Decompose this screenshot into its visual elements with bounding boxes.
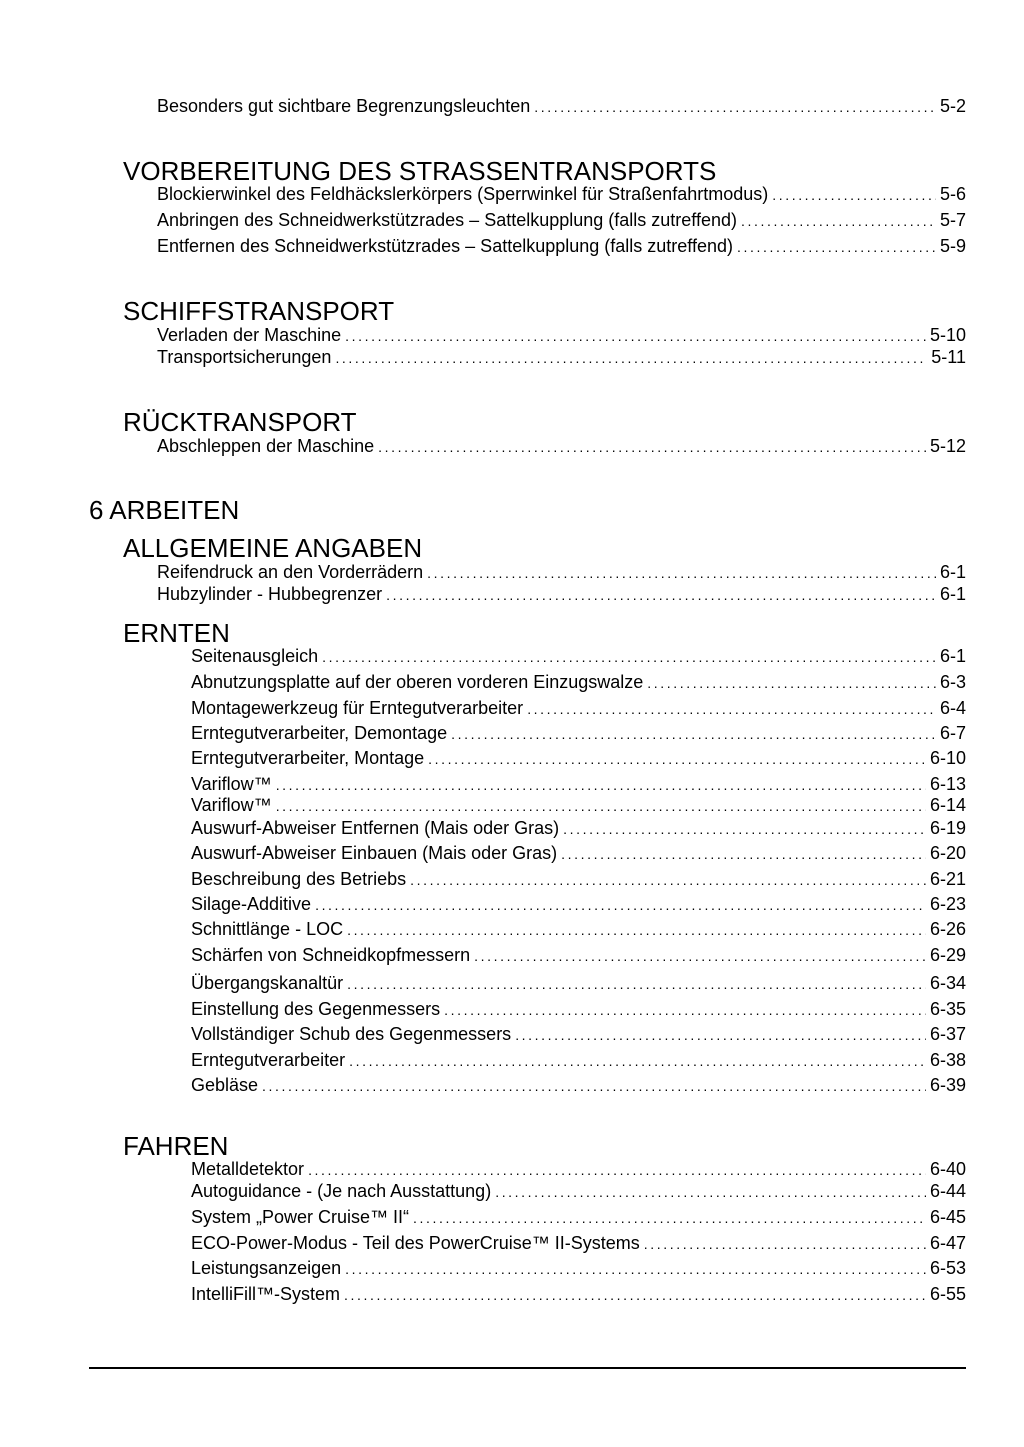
toc-entry-title: Einstellung des Gegenmessers: [191, 999, 441, 1019]
toc-entry-page: 6-10: [929, 748, 966, 768]
dot-leader: [276, 774, 926, 796]
toc-entry-page: 6-21: [929, 869, 966, 889]
dot-leader: [563, 818, 926, 840]
section-heading: FAHREN: [123, 1131, 229, 1161]
dot-leader: [527, 698, 936, 720]
toc-entry-title: Reifendruck an den Vorderrädern: [157, 562, 424, 582]
toc-entry[interactable]: [157, 561, 966, 584]
toc-entry-page: 6-1: [939, 584, 966, 604]
dot-leader: [308, 1159, 926, 1181]
dot-leader: [315, 894, 926, 916]
toc-entry-page: 6-20: [929, 843, 966, 863]
toc-entry-page: 6-1: [939, 646, 966, 666]
toc-entry-title: Silage-Additive: [191, 894, 312, 914]
dot-leader: [347, 919, 926, 941]
chapter-heading: 6 ARBEITEN: [89, 495, 240, 525]
toc-entry-title: System „Power Cruise™ II“: [191, 1207, 410, 1227]
toc-entry[interactable]: [191, 794, 966, 817]
toc-entry[interactable]: [191, 817, 966, 840]
toc-entry[interactable]: [191, 918, 966, 941]
toc-entry-title: Montagewerkzeug für Erntegutverarbeiter: [191, 698, 524, 718]
toc-entry-title: Entfernen des Schneidwerkstützrades – Sattelkupplung (falls zutreffend): [157, 236, 733, 256]
toc-entry-page: 5-2: [939, 96, 966, 116]
toc-entry[interactable]: [191, 1257, 966, 1280]
toc-entry[interactable]: [191, 998, 966, 1021]
toc-entry[interactable]: [191, 722, 966, 745]
dot-leader: [410, 869, 926, 891]
toc-entry[interactable]: [157, 209, 966, 232]
dot-leader: [386, 584, 936, 606]
dot-leader: [322, 646, 936, 668]
toc-entry-page: 5-9: [939, 236, 966, 256]
toc-entry-title: Blockierwinkel des Feldhäckslerkörpers (Sperrwinkel für Straßenfahrtmodus): [157, 184, 769, 204]
toc-entry-title: IntelliFill™-System: [191, 1284, 341, 1304]
toc-entry[interactable]: [157, 95, 966, 118]
toc-entry[interactable]: [191, 868, 966, 891]
toc-entry-page: 6-13: [929, 774, 966, 794]
dot-leader: [741, 210, 936, 232]
toc-entry[interactable]: [191, 972, 966, 995]
toc-entry-title: Gebläse: [191, 1075, 259, 1095]
toc-entry-page: 6-29: [929, 945, 966, 965]
dot-leader: [413, 1207, 926, 1229]
toc-entry-page: 5-12: [929, 436, 966, 456]
toc-entry[interactable]: [191, 747, 966, 770]
toc-entry[interactable]: [191, 944, 966, 967]
toc-entry-page: 6-45: [929, 1207, 966, 1227]
toc-entry-page: 6-3: [939, 672, 966, 692]
toc-entry-title: ECO-Power-Modus - Teil des PowerCruise™ II-Systems: [191, 1233, 640, 1253]
toc-entry-title: Autoguidance - (Je nach Ausstattung): [191, 1181, 492, 1201]
toc-entry-page: 6-7: [939, 723, 966, 743]
dot-leader: [474, 945, 926, 967]
toc-entry-title: Variflow™: [191, 795, 272, 815]
dot-leader: [495, 1181, 926, 1203]
toc-entry-page: 6-44: [929, 1181, 966, 1201]
toc-entry-title: Vollständiger Schub des Gegenmessers: [191, 1024, 512, 1044]
dot-leader: [344, 1284, 926, 1306]
toc-entry[interactable]: [191, 697, 966, 720]
toc-entry-page: 6-55: [929, 1284, 966, 1304]
dot-leader: [347, 973, 926, 995]
dot-leader: [378, 436, 926, 458]
toc-entry[interactable]: [157, 324, 966, 347]
toc-entry-page: 6-19: [929, 818, 966, 838]
dot-leader: [349, 1050, 926, 1072]
dot-leader: [647, 672, 936, 694]
toc-entry-title: Variflow™: [191, 774, 272, 794]
dot-leader: [644, 1233, 926, 1255]
dot-leader: [451, 723, 936, 745]
toc-entry[interactable]: [157, 435, 966, 458]
toc-entry-page: 6-4: [939, 698, 966, 718]
dot-leader: [534, 96, 936, 118]
toc-entry[interactable]: [157, 183, 966, 206]
toc-entry-page: 5-6: [939, 184, 966, 204]
toc-entry[interactable]: [191, 671, 966, 694]
toc-entry-title: Seitenausgleich: [191, 646, 319, 666]
dot-leader: [335, 347, 927, 369]
toc-entry-page: 6-47: [929, 1233, 966, 1253]
toc-entry-title: Abnutzungsplatte auf der oberen vorderen Einzugswalze: [191, 672, 644, 692]
toc-entry-title: Leistungsanzeigen: [191, 1258, 342, 1278]
dot-leader: [772, 184, 936, 206]
toc-entry[interactable]: [191, 1180, 966, 1203]
toc-entry[interactable]: [191, 1158, 966, 1181]
toc-entry[interactable]: [191, 1232, 966, 1255]
dot-leader: [428, 748, 926, 770]
toc-entry[interactable]: [191, 773, 966, 796]
dot-leader: [262, 1075, 926, 1097]
dot-leader: [561, 843, 926, 865]
section-heading: RÜCKTRANSPORT: [123, 407, 357, 437]
toc-entry-title: Transportsicherungen: [157, 347, 332, 367]
dot-leader: [345, 1258, 926, 1280]
toc-entry[interactable]: [191, 1049, 966, 1072]
section-heading: ALLGEMEINE ANGABEN: [123, 533, 423, 563]
dot-leader: [515, 1024, 926, 1046]
toc-entry[interactable]: [157, 583, 966, 606]
toc-entry-title: Übergangskanaltür: [191, 973, 344, 993]
toc-entry-page: 6-39: [929, 1075, 966, 1095]
toc-entry-title: Schnittlänge - LOC: [191, 919, 344, 939]
toc-entry[interactable]: [157, 346, 966, 369]
toc-entry-title: Schärfen von Schneidkopfmessern: [191, 945, 471, 965]
section-heading: ERNTEN: [123, 618, 230, 648]
dot-leader: [276, 795, 926, 817]
toc-entry-title: Abschleppen der Maschine: [157, 436, 375, 456]
toc-entry[interactable]: [191, 1206, 966, 1229]
toc-entry-page: 5-10: [929, 325, 966, 345]
toc-entry-page: 6-35: [929, 999, 966, 1019]
toc-entry[interactable]: [157, 235, 966, 258]
toc-entry-title: Auswurf-Abweiser Einbauen (Mais oder Gras): [191, 843, 558, 863]
toc-entry-page: 6-40: [929, 1159, 966, 1179]
dot-leader: [345, 325, 926, 347]
toc-entry[interactable]: [191, 1023, 966, 1046]
toc-entry-title: Hubzylinder - Hubbegrenzer: [157, 584, 383, 604]
toc-entry[interactable]: [191, 645, 966, 668]
toc-entry-title: Beschreibung des Betriebs: [191, 869, 407, 889]
toc-entry-page: 6-23: [929, 894, 966, 914]
dot-leader: [427, 562, 936, 584]
toc-entry-title: Erntegutverarbeiter, Demontage: [191, 723, 448, 743]
toc-entry-page: 6-53: [929, 1258, 966, 1278]
toc-entry-page: 6-1: [939, 562, 966, 582]
toc-entry-title: Besonders gut sichtbare Begrenzungsleuchten: [157, 96, 531, 116]
toc-entry-page: 6-37: [929, 1024, 966, 1044]
toc-entry[interactable]: [191, 1074, 966, 1097]
toc-entry-page: 5-7: [939, 210, 966, 230]
toc-entry-title: Auswurf-Abweiser Entfernen (Mais oder Gras): [191, 818, 560, 838]
toc-entry[interactable]: [191, 1283, 966, 1306]
toc-entry-title: Erntegutverarbeiter: [191, 1050, 346, 1070]
section-heading: SCHIFFSTRANSPORT: [123, 296, 395, 326]
toc-entry-page: 5-11: [931, 347, 966, 367]
footer-rule: [89, 1367, 966, 1369]
toc-entry-title: Verladen der Maschine: [157, 325, 342, 345]
toc-entry-title: Erntegutverarbeiter, Montage: [191, 748, 425, 768]
toc-entry[interactable]: [191, 842, 966, 865]
toc-entry[interactable]: [191, 893, 966, 916]
dot-leader: [444, 999, 926, 1021]
toc-entry-page: 6-26: [929, 919, 966, 939]
toc-entry-page: 6-38: [929, 1050, 966, 1070]
dot-leader: [737, 236, 936, 258]
toc-entry-page: 6-34: [929, 973, 966, 993]
section-heading: VORBEREITUNG DES STRASSENTRANSPORTS: [123, 156, 717, 186]
toc-entry-title: Metalldetektor: [191, 1159, 305, 1179]
toc-entry-title: Anbringen des Schneidwerkstützrades – Sattelkupplung (falls zutreffend): [157, 210, 738, 230]
toc-entry-page: 6-14: [929, 795, 966, 815]
